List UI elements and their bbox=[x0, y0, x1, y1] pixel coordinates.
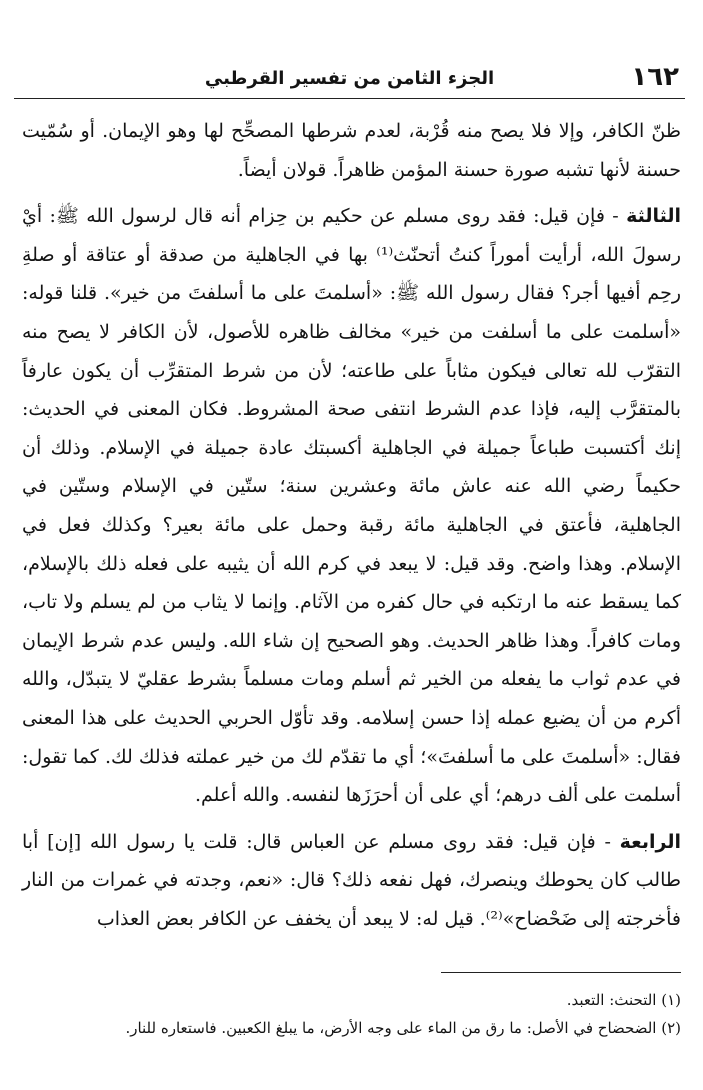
paragraph-fourth-text: - فإن قيل: فقد روى مسلم عن العباس قال: قلت يا رسول الله [إن] أبا طالب كان يحوطك وينصرك، فهل نفعه ذلك؟ قال: «نعم، وجدته في غمرات من النار فأخرجته إلى ضَحْضاح»⁽²⁾. قيل له: لا يبعد أن يخفف عن الكافر بعض العذاب bbox=[22, 830, 681, 930]
paragraph-fourth bbox=[22, 823, 681, 939]
footnotes bbox=[22, 986, 681, 1042]
section-label-third: الثالثة bbox=[626, 205, 682, 228]
paragraph-third-text: - فإن قيل: فقد روى مسلم عن حكيم بن حِزام أنه قال لرسول الله ﷺ: أيْ رسولَ الله، أرأيت أموراً كنتُ أتحنّث⁽¹⁾ بها في الجاهلية من صدقة أو عتاقة أو صلةِ رحِم أفيها أجر؟ فقال رسول الله ﷺ: «أسلمتَ على ما أسلفتَ من خير». قلنا قوله: «أسلمت على ما أسلفت من خير» مخالف ظاهره للأصول، لأن الكافر لا يصح منه التقرّب لله تعالى فيكون مثاباً على طاعته؛ لأن من شرط المتقرِّب أن يكون عارفاً بالمتقرَّب إليه، فإذا عدم الشرط انتفى صحة المشروط. فكان المعنى في الحديث: إنك أكتسبت طباعاً جميلة في الجاهلية أكسبتك عادة جميلة في الإسلام. وذلك أن حكيماً رضي الله عنه عاش مائة وعشرين سنة؛ ستّين في الإسلام وستّين في الجاهلية، فأعتق في الجاهلية مائة رقبة وحمل على مائة بعير؟ وكذلك فعل في الإسلام. وهذا واضح. وقد قيل: لا يبعد في كرم الله أن يثيبه على فعله ذلك بالإسلام، كما يسقط عنه ما ارتكبه في حال كفره من الآثام. وإنما لا يثاب من لم يسلم ولا تاب، ومات كافراً. وهذا ظاهر الحديث. وهو الصحيح إن شاء الله. وليس عدم شرط الإيمان في عدم ثواب ما يفعله من الخير ثم أسلم ومات مسلماً بشرط عقليّ لا يتبدّل، والله أكرم من أن يضيع عمله إذا حسن إسلامه. وقد تأوّل الحربي الحديث على هذا المعنى فقال: «أسلمتَ على ما أسلفتَ»؛ أي ما تقدّم لك من خير عملته فذلك لك. كما تقول: أسلمت على ألف درهم؛ أي على أن أحرَزَها لنفسه. والله أعلم. bbox=[22, 205, 681, 807]
page-number: ١٦٢ bbox=[631, 62, 679, 92]
running-title: الجزء الثامن من تفسير القرطبي bbox=[204, 68, 495, 89]
section-label-fourth: الرابعة bbox=[619, 830, 681, 853]
footnote-1: (١) التحنث: التعبد. bbox=[566, 991, 681, 1009]
footnote-2: (٢) الضحضاح في الأصل: ما رق من الماء على وجه الأرض، ما يبلغ الكعبين. فاستعاره للنار. bbox=[125, 1019, 681, 1037]
page-header bbox=[14, 62, 685, 99]
footnote-divider bbox=[441, 972, 681, 973]
paragraph-continuation: ظنّ الكافر، وإلا فلا يصح منه قُرْبة، لعدم شرطها المصحِّح لها وهو الإيمان. أو سُمّيت حسنة لأنها تشبه صورة حسنة المؤمن ظاهراً. قولان أيضاً. bbox=[22, 120, 681, 181]
paragraph-third bbox=[22, 197, 681, 815]
main-text bbox=[22, 112, 681, 938]
